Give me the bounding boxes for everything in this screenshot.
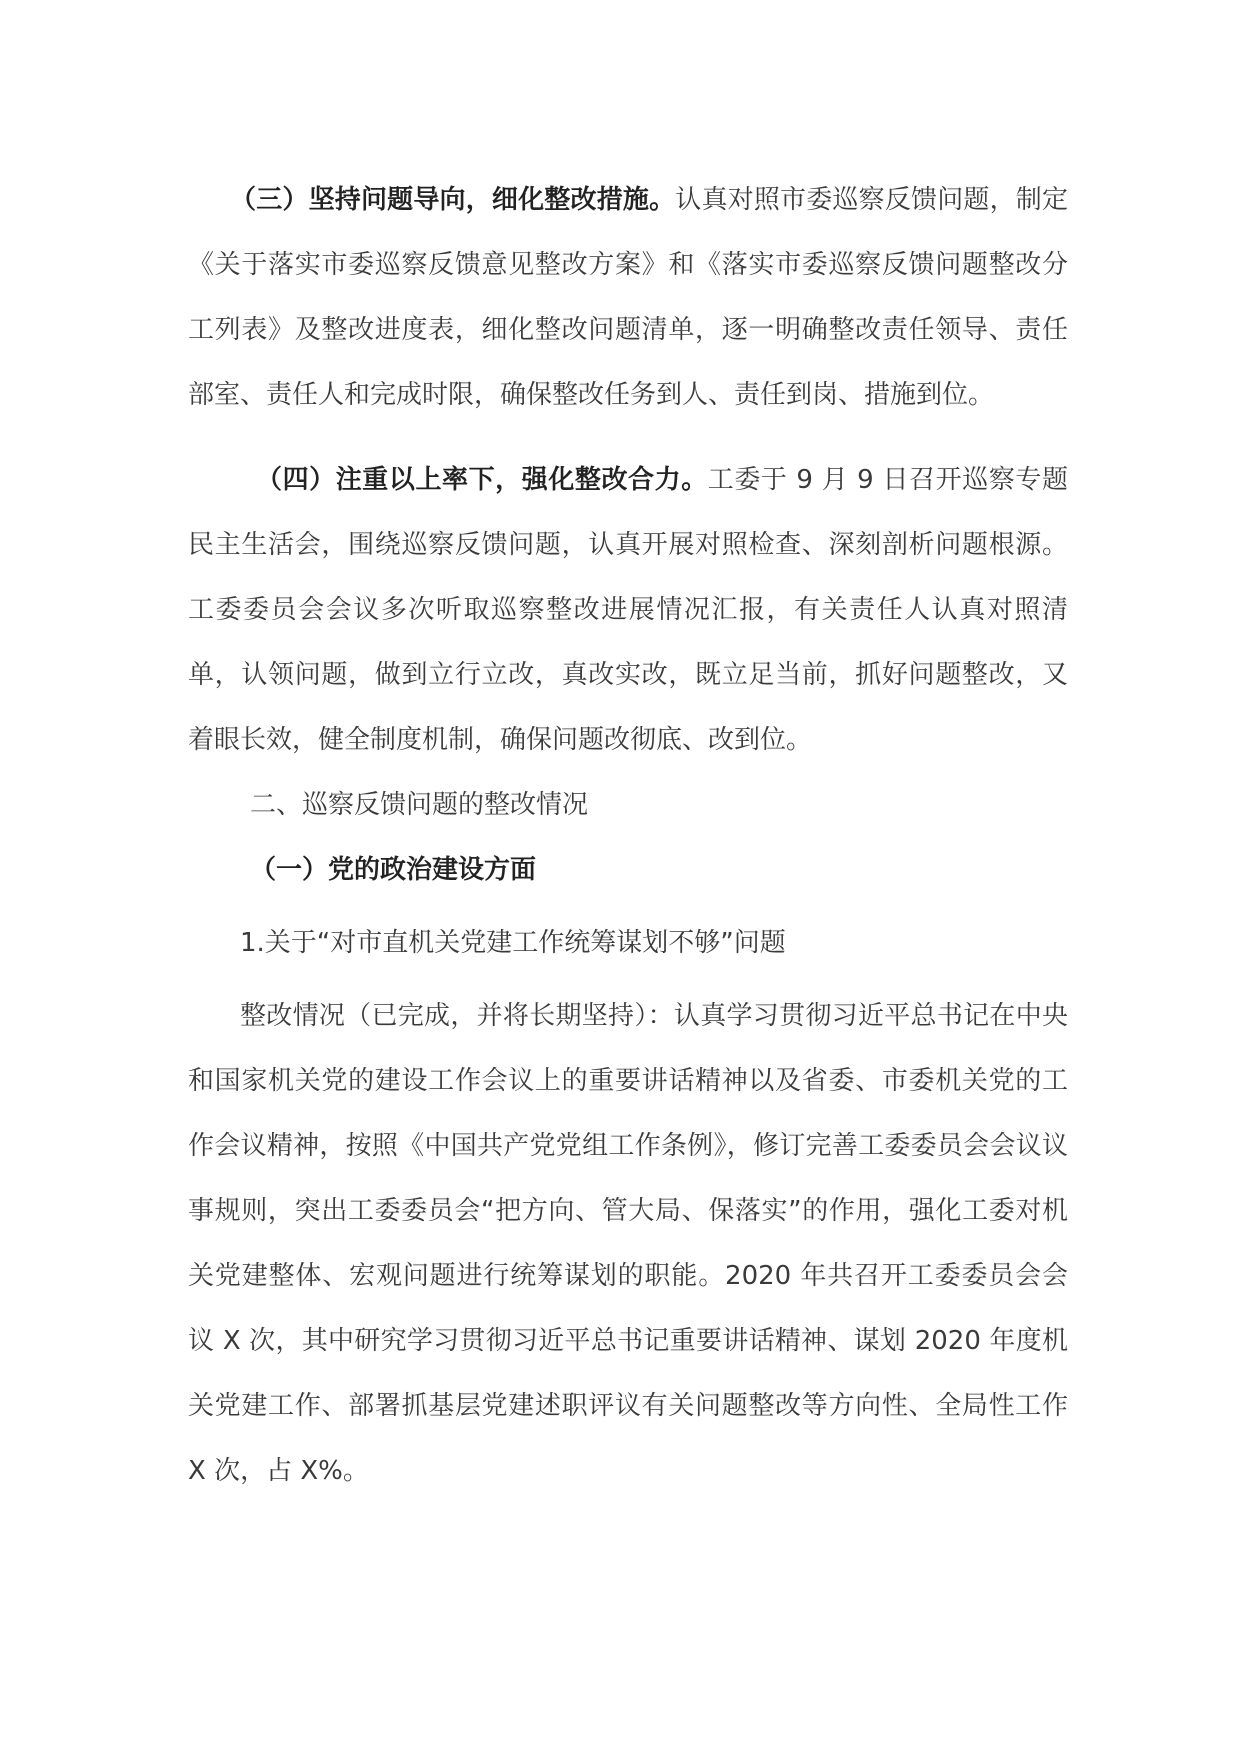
paragraph-text: 工委于 9 月 9 日召开巡察专题民主生活会，围绕巡察反馈问题，认真开展对照检查、深刻剖析问题根源。工委委员会会议多次听取巡察整改进展情况汇报，有关责任人认真对照清单，认领问题，做到立行立改，真改实改，既立足当前，抓好问题整改，又着眼长效，健全制度机制，确保问题改彻底、改到位。 [188,465,1068,755]
issue-title: 1.关于“对市直机关党建工作统筹谋划不够”问题 [240,928,786,958]
rectification-status: 整改情况（已完成，并将长期坚持）：认真学习贯彻习近平总书记在中央和国家机关党的建设工作会议上的重要讲话精神以及省委、市委机关党的工作会议精神，按照《中国共产党党组工作条例》，修订完善工委委员会会议议事规则，突出工委委员会“把方向、管大局、保落实”的作用，强化工委对机关党建整体、宏观问题进行统筹谋划的职能。2020 年共召开工委委员会会议 X 次，其中研究学习贯彻习近平总书记重要讲话精神、谋划 2020 年度机关党建工作、部署抓基层党建述职评议有关问题整改等方向性、全局性工作 X 次，占 X%。 [188,1001,1068,1486]
paragraph-text: 认真对照市委巡察反馈问题，制定《关于落实市委巡察反馈意见整改方案》和《落实市委巡察反馈问题整改分工列表》及整改进度表，细化整改问题清单，逐一明确整改责任领导、责任部室、责任人和完成时限，确保整改任务到人、责任到岗、措施到位。 [188,185,1068,410]
paragraph-measures [188,168,1068,428]
subsection-heading-text: （一）党的政治建设方面 [250,855,537,885]
subsection-heading [188,838,1068,903]
section-heading: 二、巡察反馈问题的整改情况 [250,790,589,820]
paragraph-heading: （四）注重以上率下，强化整改合力。 [256,465,708,495]
paragraph-heading: （三）坚持问题导向，细化整改措施。 [230,185,676,215]
document-body [188,168,1068,1504]
paragraph-synergy [188,448,1068,773]
